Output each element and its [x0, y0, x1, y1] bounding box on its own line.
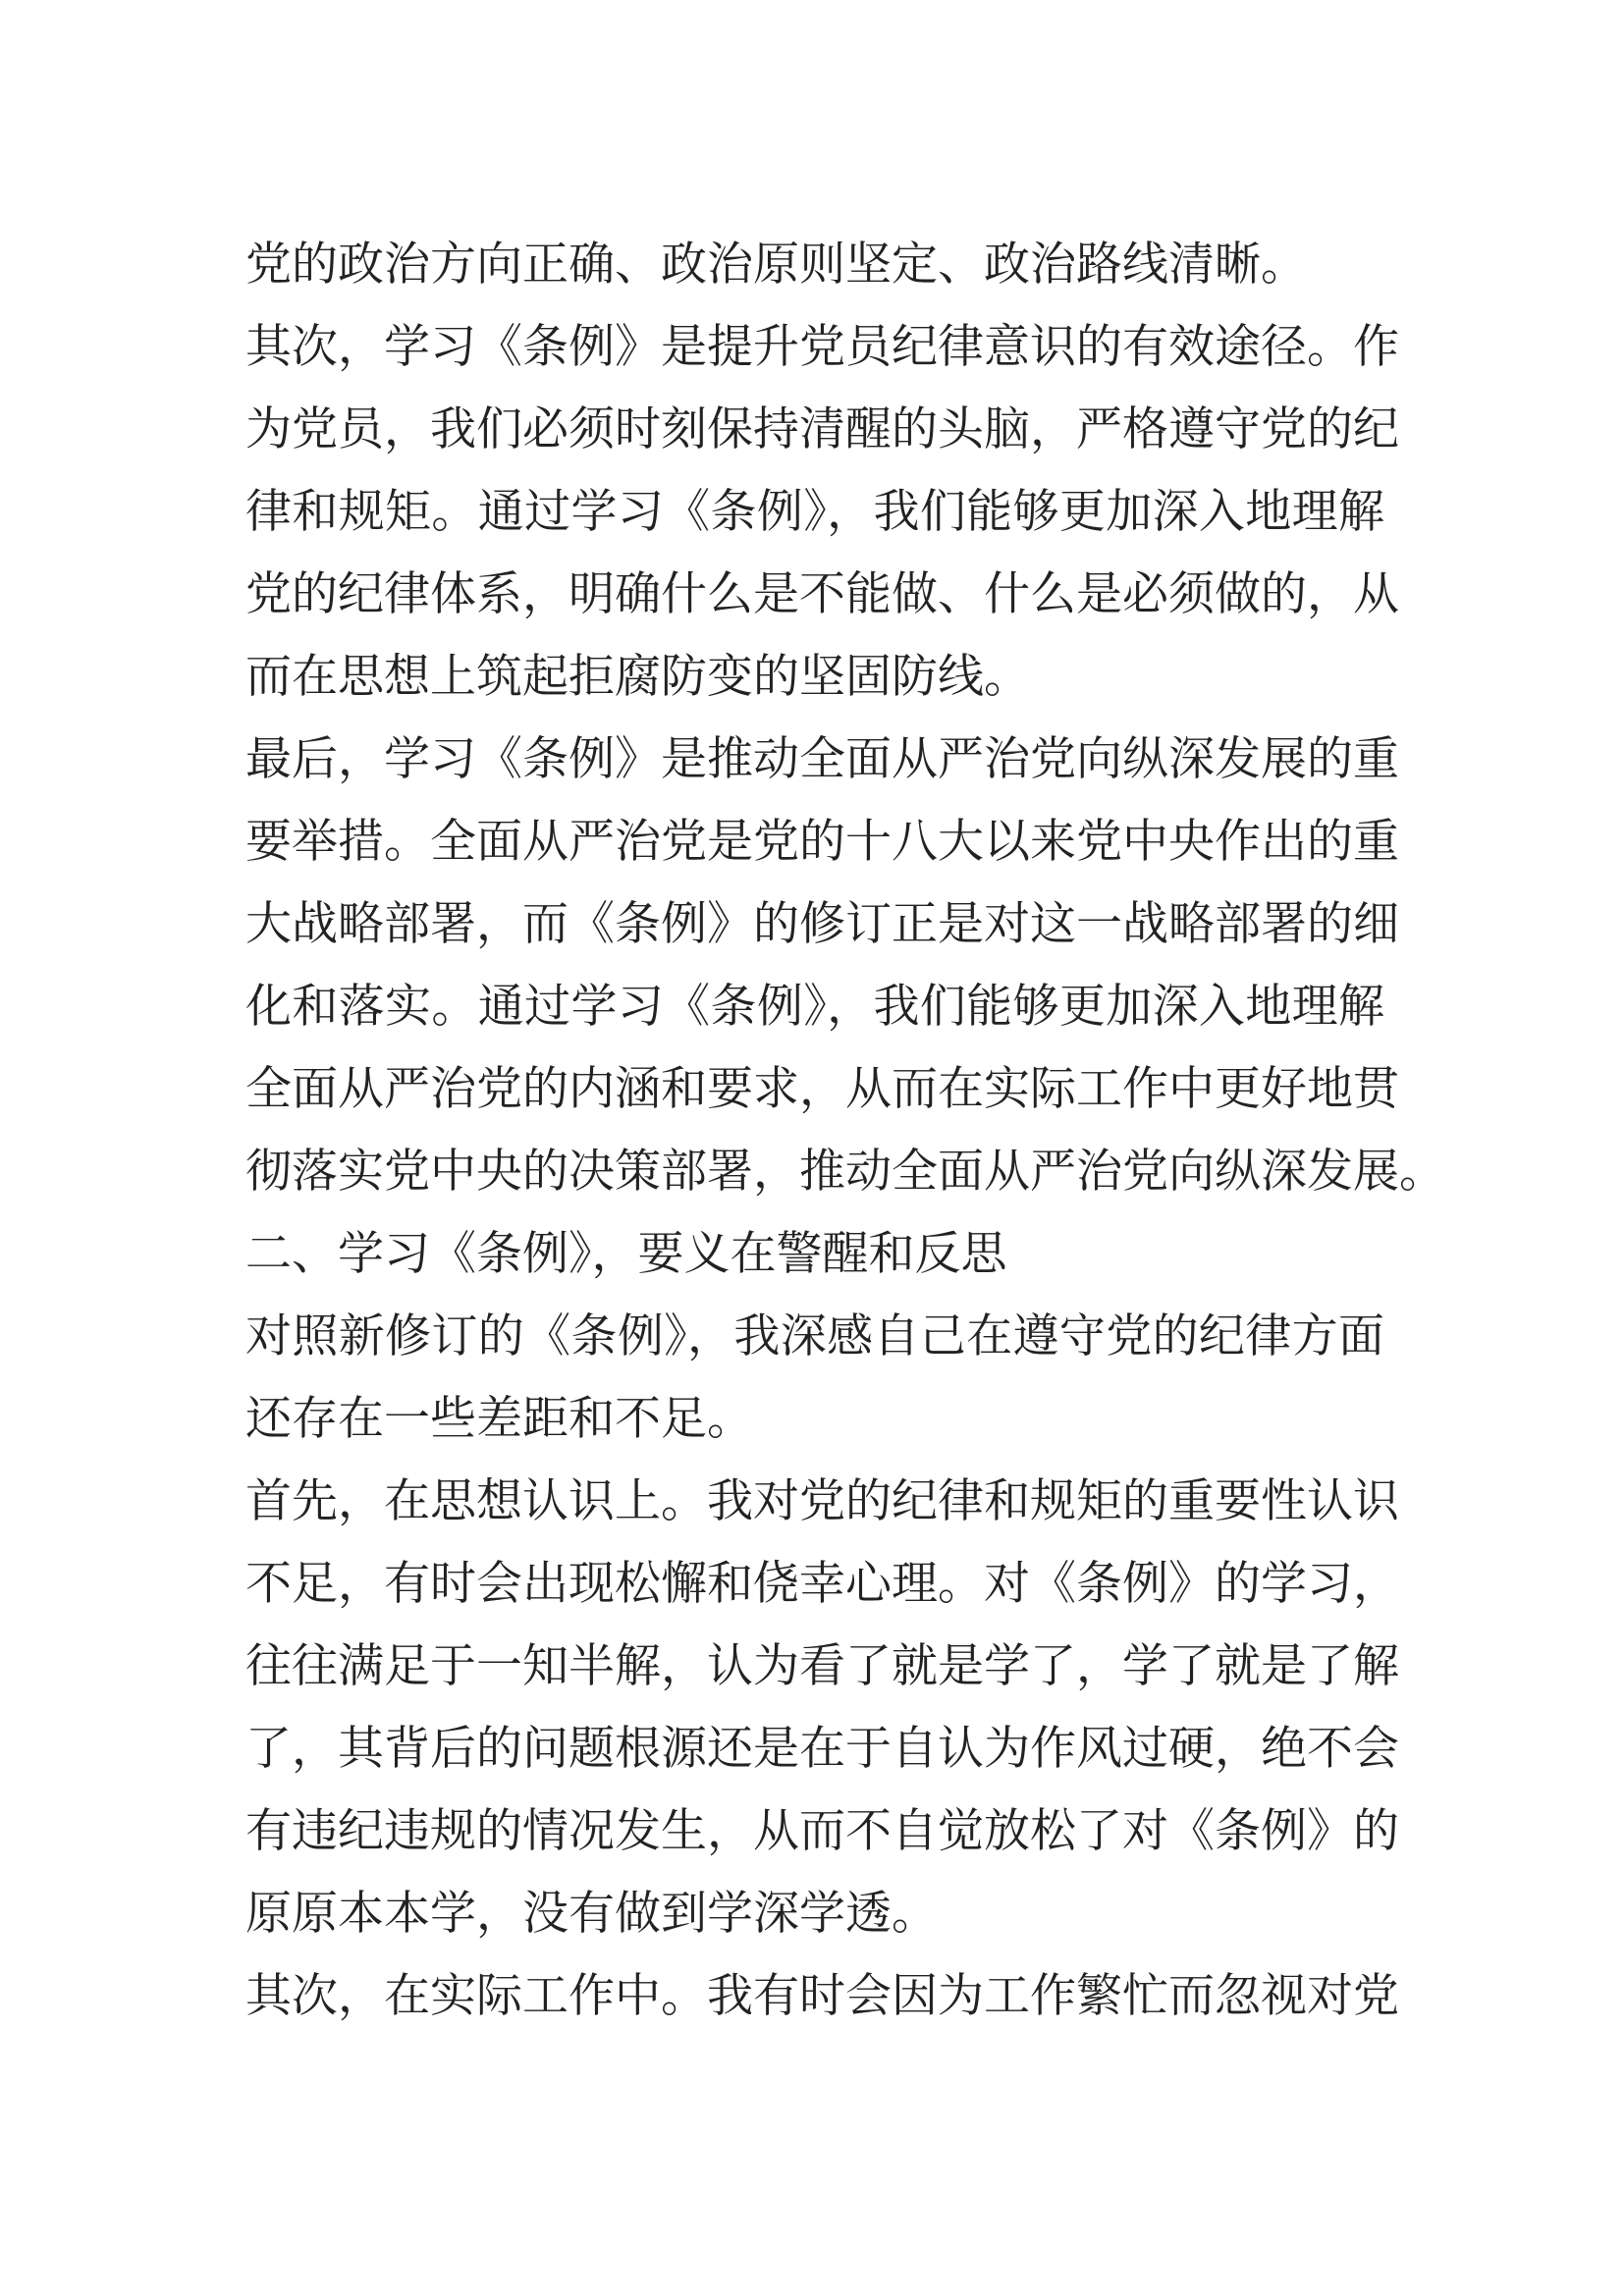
paragraph-line: 全面从严治党的内涵和要求，从而在实际工作中更好地贯 [245, 1062, 1399, 1116]
paragraph-line: 不足，有时会出现松懈和侥幸心理。对《条例》的学习， [245, 1557, 1399, 1611]
paragraph-line: 了，其背后的问题根源还是在于自认为作风过硬，绝不会 [245, 1722, 1399, 1776]
paragraph-line: 最后，学习《条例》是推动全面从严治党向纵深发展的重 [245, 732, 1399, 786]
paragraph-line: 律和规矩。通过学习《条例》，我们能够更加深入地理解 [245, 485, 1384, 539]
paragraph-line: 往往满足于一知半解，认为看了就是学了，学了就是了解 [245, 1639, 1399, 1693]
paragraph-line: 有违纪违规的情况发生，从而不自觉放松了对《条例》的 [245, 1804, 1399, 1858]
paragraph-line: 而在思想上筑起拒腐防变的坚固防线。 [245, 650, 1030, 704]
paragraph-line: 还存在一些差距和不足。 [245, 1392, 753, 1446]
paragraph-line: 党的纪律体系，明确什么是不能做、什么是必须做的，从 [245, 567, 1399, 621]
paragraph-line: 对照新修订的《条例》，我深感自己在遵守党的纪律方面 [245, 1309, 1384, 1363]
paragraph-line: 为党员，我们必须时刻保持清醒的头脑，严格遵守党的纪 [245, 402, 1399, 456]
paragraph-line: 化和落实。通过学习《条例》，我们能够更加深入地理解 [245, 980, 1384, 1034]
section-heading: 二、学习《条例》，要义在警醒和反思 [245, 1227, 1007, 1281]
paragraph-line: 要举措。全面从严治党是党的十八大以来党中央作出的重 [245, 815, 1399, 869]
paragraph-line: 大战略部署，而《条例》的修订正是对这一战略部署的细 [245, 897, 1399, 951]
paragraph-line: 其次，在实际工作中。我有时会因为工作繁忙而忽视对党 [245, 1969, 1399, 2023]
paragraph-line: 首先，在思想认识上。我对党的纪律和规矩的重要性认识 [245, 1474, 1399, 1528]
paragraph-line: 彻落实党中央的决策部署，推动全面从严治党向纵深发展。 [245, 1145, 1445, 1199]
paragraph-line: 其次，学习《条例》是提升党员纪律意识的有效途径。作 [245, 320, 1399, 374]
document-body [245, 224, 1445, 2038]
paragraph-line: 党的政治方向正确、政治原则坚定、政治路线清晰。 [245, 238, 1307, 292]
paragraph-line: 原原本本学，没有做到学深学透。 [245, 1887, 938, 1941]
